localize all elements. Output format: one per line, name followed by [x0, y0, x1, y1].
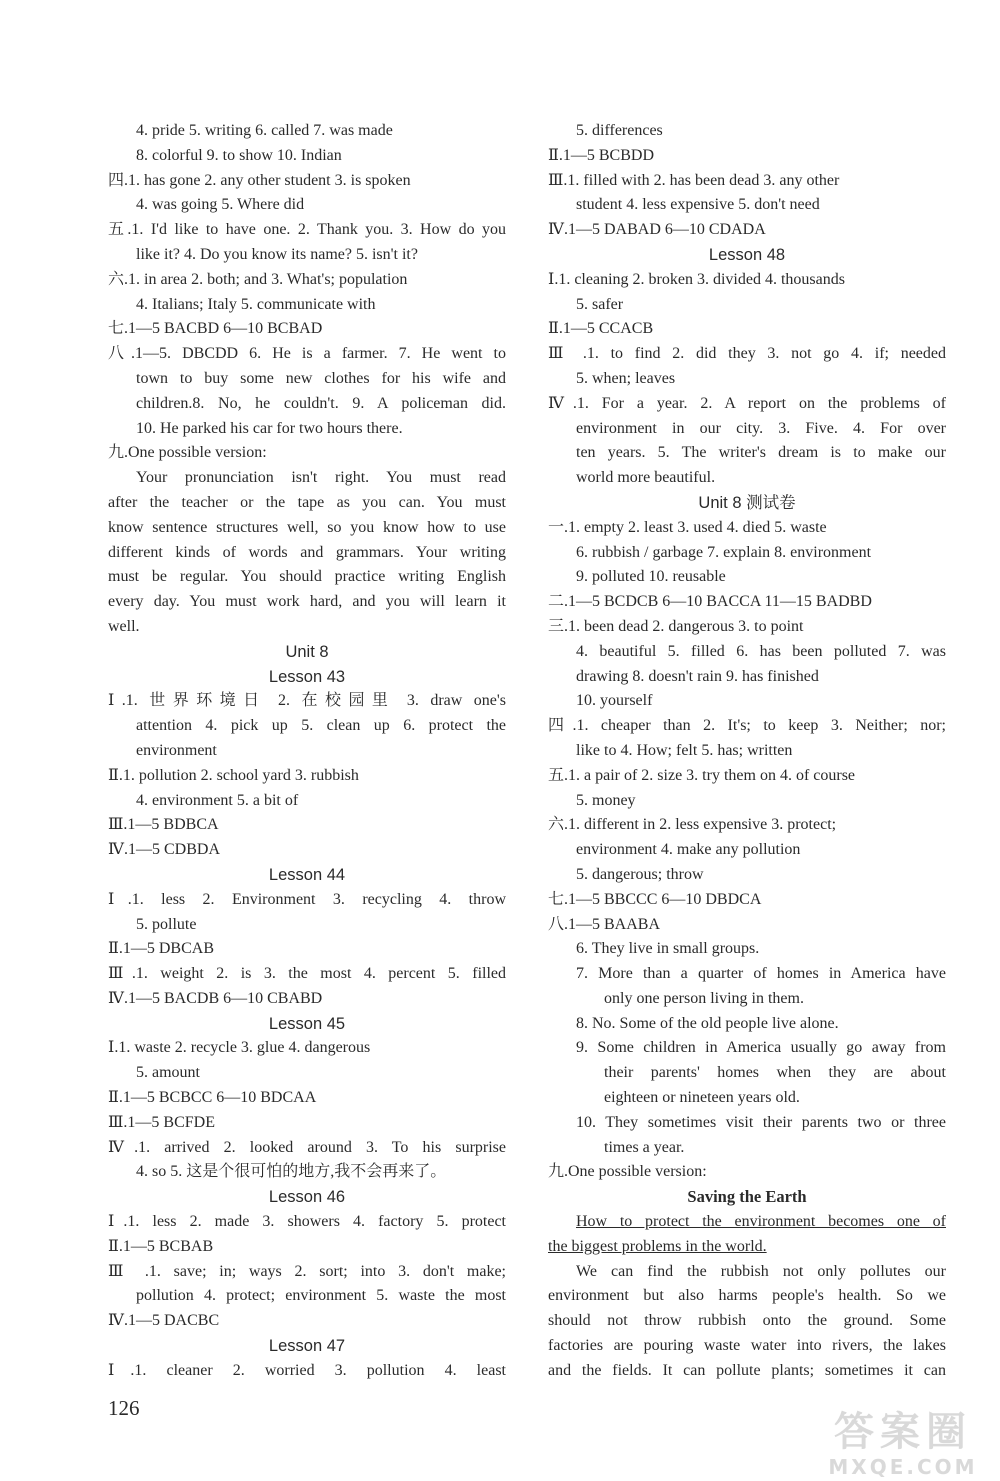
text-line: like to 4. How; felt 5. has; written: [576, 741, 793, 759]
section-heading: Unit 8: [285, 642, 329, 661]
text-line: Ⅱ.1—5 BCBDD: [548, 146, 654, 164]
text-line: 九.One possible version:: [108, 444, 267, 462]
text-line: 9. polluted 10. reusable: [576, 568, 726, 586]
text-line: 六.1. different in 2. less expensive 3. protect;: [548, 816, 837, 834]
text-line: 一.1. empty 2. least 3. used 4. died 5. waste: [548, 518, 827, 536]
text-line: environment in our city. 3. Five. 4. For over: [576, 419, 946, 437]
text-line: 八.1—5. DBCDD 6. He is a farmer. 7. He went to: [108, 345, 506, 363]
text-line: 6. rubbish / garbage 7. explain 8. environment: [576, 543, 872, 561]
text-line: well.: [108, 617, 140, 635]
text-line: Ⅲ.1. filled with 2. has been dead 3. any other: [548, 171, 840, 189]
text-line: their parents' homes when they are about: [604, 1064, 946, 1082]
text-line: Ⅱ.1. pollution 2. school yard 3. rubbish: [108, 766, 359, 784]
text-line: 10. yourself: [576, 692, 653, 710]
watermark-logo-text: 答案圈: [834, 1409, 972, 1455]
section-heading: Lesson 46: [268, 1188, 346, 1207]
watermark: [806, 1410, 1000, 1481]
text-line: 四.1. has gone 2. any other student 3. is spoken: [108, 171, 411, 189]
text-line: 5. safer: [576, 295, 624, 313]
text-line: Ⅳ.1—5 CDBDA: [108, 841, 220, 859]
text-line: 4. beautiful 5. filled 6. has been polluted 7. was: [576, 642, 946, 660]
text-line: Ⅰ.1. cleaning 2. broken 3. divided 4. thousands: [548, 270, 845, 288]
section-heading: Lesson 44: [268, 865, 346, 884]
text-line: 七.1—5 BACBD 6—10 BCBAD: [108, 320, 323, 338]
text-line: town to buy some new clothes for his wife and: [136, 369, 506, 387]
page-number: 126: [108, 1396, 140, 1420]
text-line: 五.1. I'd like to have one. 2. Thank you. 3. How do you: [108, 221, 506, 239]
section-heading: Lesson 47: [268, 1337, 346, 1356]
text-line: 5. when; leaves: [576, 369, 676, 387]
text-line: Ⅲ .1. to find 2. did they 3. not go 4. if; needed: [548, 345, 946, 363]
text-line: Ⅲ.1—5 BDBCA: [108, 816, 219, 834]
text-line: 6. They live in small groups.: [576, 940, 760, 958]
text-line: drawing 8. doesn't rain 9. has finished: [576, 667, 819, 685]
text-line: 4. so 5. 这是个很可怕的地方,我不会再来了。: [136, 1163, 447, 1181]
text-line: children.8. No, he couldn't. 9. A policeman did.: [136, 394, 506, 412]
text-line: Ⅱ.1—5 DBCAB: [108, 940, 214, 958]
text-line: factories are pouring waste water into rivers, the lakes: [548, 1337, 946, 1355]
text-line: like it? 4. Do you know its name? 5. isn't it?: [136, 245, 418, 263]
underlined-text: How to protect the environment becomes one of: [576, 1213, 946, 1231]
text-line: attention 4. pick up 5. clean up 6. protect the: [136, 717, 506, 735]
text-line: times a year.: [604, 1138, 685, 1156]
text-line: environment: [136, 741, 217, 759]
text-line: Ⅰ.1. less 2. made 3. showers 4. factory 5. protect: [108, 1213, 506, 1231]
text-line: 10. They sometimes visit their parents two or three: [576, 1113, 946, 1131]
right-column: [548, 119, 946, 1384]
text-line: eighteen or nineteen years old.: [604, 1089, 800, 1107]
text-line: ten years. 5. The writer's dream is to make our: [576, 444, 946, 462]
text-line: 5. differences: [576, 122, 663, 139]
text-line: only one person living in them.: [604, 989, 804, 1007]
text-line: 四.1. cheaper than 2. It's; to keep 3. Neither; nor;: [548, 717, 946, 735]
text-line: 九.One possible version:: [548, 1163, 707, 1181]
text-line: [548, 1210, 946, 1235]
text-line: Ⅲ.1—5 BCFDE: [108, 1113, 215, 1131]
section-heading: Unit 8 测试卷: [698, 493, 796, 512]
text-line: should not throw rubbish onto the ground. Some: [548, 1312, 946, 1330]
text-line: Ⅱ.1—5 BCBCC 6—10 BDCAA: [108, 1089, 317, 1107]
text-line: 4. environment 5. a bit of: [136, 791, 299, 809]
text-line: 5. amount: [136, 1064, 200, 1082]
text-line: We can find the rubbish not only pollutes our: [576, 1262, 946, 1280]
text-line: 10. He parked his car for two hours there.: [136, 419, 403, 437]
text-line: different kinds of words and grammars. Your writing: [108, 543, 506, 561]
watermark-url: MXQE.COM: [828, 1455, 978, 1479]
text-line: [548, 1235, 946, 1260]
text-line: Your pronunciation isn't right. You must read: [136, 469, 506, 487]
text-line: 4. Italians; Italy 5. communicate with: [136, 295, 376, 313]
text-line: Ⅰ.1. less 2. Environment 3. recycling 4. throw: [108, 890, 506, 908]
text-line: Ⅲ.1. weight 2. is 3. the most 4. percent 5. filled: [108, 965, 506, 983]
text-line: Ⅳ.1—5 DACBC: [108, 1312, 220, 1330]
text-line: student 4. less expensive 5. don't need: [576, 196, 820, 214]
text-line: 4. pride 5. writing 6. called 7. was made: [136, 122, 393, 139]
text-line: Ⅰ.1. 世界环境日 2. 在校园里 3. draw one's: [108, 692, 506, 710]
text-line: and the fields. It can pollute plants; sometimes it can: [548, 1361, 946, 1379]
text-line: world more beautiful.: [576, 469, 716, 487]
text-line: environment 4. make any pollution: [576, 841, 801, 859]
text-line: pollution 4. protect; environment 5. waste the most: [136, 1287, 506, 1305]
text-line: 4. was going 5. Where did: [136, 196, 305, 214]
text-line: 7. More than a quarter of homes in America have: [576, 965, 946, 983]
essay-title: Saving the Earth: [687, 1187, 807, 1207]
text-line: 二.1—5 BCDCB 6—10 BACCA 11—15 BADBD: [548, 593, 872, 611]
section-heading: Lesson 48: [708, 245, 786, 264]
text-line: Ⅳ.1—5 BACDB 6—10 CBABD: [108, 989, 323, 1007]
text-line: 9. Some children in America usually go away from: [576, 1039, 946, 1057]
text-line: 8. colorful 9. to show 10. Indian: [136, 146, 342, 164]
text-line: every day. You must work hard, and you will learn it: [108, 593, 506, 611]
section-heading: Lesson 45: [268, 1014, 346, 1033]
text-line: Ⅳ.1—5 DABAD 6—10 CDADA: [548, 221, 766, 239]
text-line: Ⅰ.1. cleaner 2. worried 3. pollution 4. least: [108, 1361, 506, 1379]
text-line: Ⅱ.1—5 CCACB: [548, 320, 654, 338]
text-line: must be regular. You should practice writing English: [108, 568, 506, 586]
text-line: after the teacher or the tape as you can. You must: [108, 493, 506, 511]
text-line: 五.1. a pair of 2. size 3. try them on 4. of course: [548, 766, 856, 784]
text-line: know sentence structures well, so you know how to use: [108, 518, 506, 536]
text-line: 5. pollute: [136, 915, 197, 933]
text-line: 8. No. Some of the old people live alone.: [576, 1014, 839, 1032]
left-column: [108, 119, 506, 1384]
text-line: 5. dangerous; throw: [576, 865, 704, 883]
text-line: environment but also harms people's health. So we: [548, 1287, 946, 1305]
text-line: Ⅳ.1. arrived 2. looked around 3. To his surprise: [108, 1138, 506, 1156]
text-line: 七.1—5 BBCCC 6—10 DBDCA: [548, 890, 762, 908]
underlined-text: the biggest problems in the world.: [548, 1237, 767, 1255]
text-line: Ⅲ .1. save; in; ways 2. sort; into 3. don't make;: [108, 1262, 506, 1280]
text-line: Ⅳ.1. For a year. 2. A report on the problems of: [548, 394, 946, 412]
text-line: Ⅰ.1. waste 2. recycle 3. glue 4. dangerous: [108, 1039, 371, 1057]
text-line: 三.1. been dead 2. dangerous 3. to point: [548, 617, 804, 635]
section-heading: Lesson 43: [268, 667, 346, 686]
text-line: 5. money: [576, 791, 636, 809]
text-line: 六.1. in area 2. both; and 3. What's; population: [108, 270, 408, 288]
text-line: 八.1—5 BAABA: [548, 915, 661, 933]
text-line: Ⅱ.1—5 BCBAB: [108, 1237, 214, 1255]
